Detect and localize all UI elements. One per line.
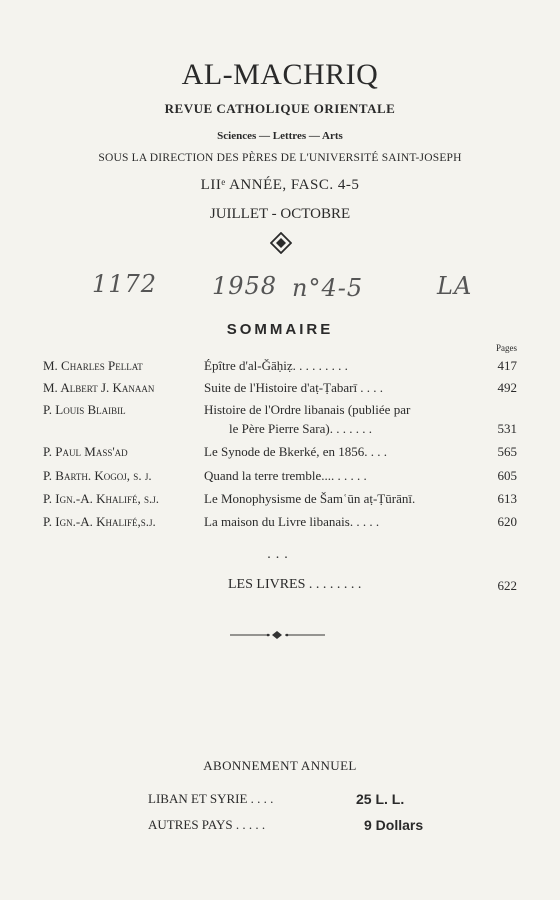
subscription-region: LIBAN ET SYRIE . . . . bbox=[148, 791, 274, 806]
toc-author: P. Paul Mass'ad bbox=[43, 444, 128, 459]
toc-page: 417 bbox=[497, 358, 517, 373]
handwritten-code: LA bbox=[437, 272, 473, 300]
toc-entry-title: Suite de l'Histoire d'aṭ-Ṭabarī . . . . bbox=[204, 380, 384, 395]
sommaire-heading: SOMMAIRE bbox=[226, 321, 334, 338]
toc-author: P. Ign.-A. Khalifé, s.j. bbox=[43, 491, 159, 506]
subscription-region: AUTRES PAYS . . . . . bbox=[148, 817, 266, 832]
subscription-heading: ABONNEMENT ANNUEL bbox=[203, 758, 357, 773]
toc-entry-title: Épître d'al-Ǧāḥiẓ. . . . . . . . . bbox=[204, 358, 348, 373]
toc-entry-title: Histoire de l'Ordre libanais (publiée par bbox=[204, 402, 411, 417]
toc-author: M. Charles Pellat bbox=[43, 358, 143, 373]
toc-page: 492 bbox=[497, 380, 517, 395]
toc-entry-title: La maison du Livre libanais. . . . . bbox=[204, 514, 380, 529]
diamond-ornament-icon bbox=[270, 232, 292, 254]
toc-page: 565 bbox=[497, 444, 517, 459]
toc-page: 620 bbox=[497, 514, 517, 529]
livres-page: 622 bbox=[497, 578, 517, 593]
journal-title: AL-MACHRIQ bbox=[181, 58, 379, 91]
subscription-price: 9 Dollars bbox=[364, 817, 424, 833]
handwritten-number: 1172 bbox=[92, 270, 158, 298]
toc-entry-title: Quand la terre tremble.... . . . . . bbox=[204, 468, 367, 483]
disciplines-line: Sciences — Lettres — Arts bbox=[217, 130, 343, 142]
toc-entry-title: Le Synode de Bkerké, en 1856. . . . bbox=[204, 444, 388, 459]
livres-entry: LES LIVRES . . . . . . . . bbox=[228, 577, 362, 592]
section-ellipsis: ... bbox=[267, 547, 293, 562]
handwritten-annotation bbox=[0, 266, 560, 316]
journal-subtitle: REVUE CATHOLIQUE ORIENTALE bbox=[164, 101, 396, 116]
divider-ornament-icon bbox=[230, 628, 325, 642]
direction-line: SOUS LA DIRECTION DES PÈRES DE L'UNIVERSITÉ SAINT-JOSEPH bbox=[98, 152, 462, 164]
pages-column-label: Pages bbox=[496, 343, 517, 353]
toc-entry-title: Le Monophysisme de Šamʿūn aṭ-Ṭūrānī. bbox=[204, 491, 416, 506]
handwritten-issue: n°4-5 bbox=[292, 274, 364, 302]
toc-page: 613 bbox=[497, 491, 517, 506]
toc-entry-title-line2: le Père Pierre Sara). . . . . . . bbox=[229, 421, 372, 436]
toc-page: 531 bbox=[497, 421, 517, 436]
toc-author: P. Louis Blaibil bbox=[43, 402, 126, 417]
handwritten-year: 1958 bbox=[212, 272, 278, 300]
toc-author: P. Barth. Kogoj, s. j. bbox=[43, 468, 152, 483]
year-issue: LIIᵉ ANNÉE, FASC. 4-5 bbox=[200, 177, 360, 193]
toc-page: 605 bbox=[497, 468, 517, 483]
issue-months: JUILLET - OCTOBRE bbox=[209, 206, 351, 222]
subscription-price: 25 L. L. bbox=[356, 791, 405, 807]
toc-author: P. Ign.-A. Khalifé,s.j. bbox=[43, 514, 156, 529]
toc-author: M. Albert J. Kanaan bbox=[43, 380, 155, 395]
